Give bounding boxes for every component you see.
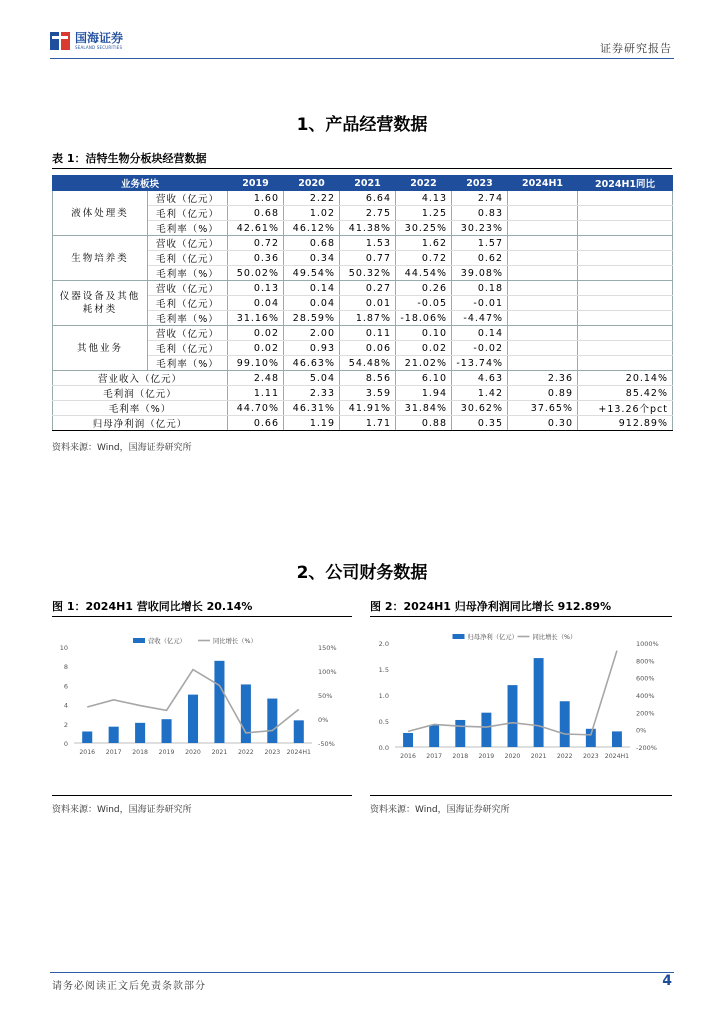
- table-cell: 54.48%: [340, 356, 396, 371]
- company-logo: [50, 32, 123, 50]
- figure-2-caption: 图 2：2024H1 归母净利润同比增长 912.89%: [370, 600, 612, 613]
- table-cell: 0.02: [228, 326, 284, 341]
- bar: [82, 731, 92, 743]
- col-header-2023: 2023: [452, 176, 508, 191]
- table-cell: 0.18: [452, 281, 508, 296]
- table-cell: 2.75: [340, 206, 396, 221]
- y-left-tick-label: 1.0: [378, 692, 389, 700]
- segment-name: 生物培养类: [53, 236, 148, 281]
- table-row-total: [53, 386, 673, 401]
- table-cell: 0.27: [340, 281, 396, 296]
- x-tick-label: 2024H1: [286, 749, 311, 756]
- table-cell: 0.72: [228, 236, 284, 251]
- net-profit-chart: [370, 625, 672, 775]
- bar: [267, 699, 277, 743]
- table-cell: 41.38%: [340, 221, 396, 236]
- table-cell: [508, 266, 578, 281]
- col-header-2019: 2019: [228, 176, 284, 191]
- table-cell: 41.91%: [340, 401, 396, 416]
- col-header-2022: 2022: [396, 176, 452, 191]
- figure-1-caption-rule: [52, 616, 352, 617]
- table-row-total: [53, 401, 673, 416]
- y-left-tick-label: 2: [63, 720, 68, 729]
- table-cell: 1.42: [452, 386, 508, 401]
- table-cell: 1.94: [396, 386, 452, 401]
- segment-name: 仪器设备及其他耗材类: [53, 281, 148, 326]
- bar: [560, 701, 570, 747]
- table-cell: +13.26个pct: [578, 401, 673, 416]
- table-cell: 85.42%: [578, 386, 673, 401]
- table-cell: [578, 236, 673, 251]
- col-header-2024h1-yoy: 2024H1同比: [578, 176, 673, 191]
- table-cell: 2.33: [284, 386, 340, 401]
- table-cell: 21.02%: [396, 356, 452, 371]
- table-cell: [578, 296, 673, 311]
- page-header: [0, 0, 724, 60]
- table-cell: 0.02: [396, 341, 452, 356]
- table-row: [53, 326, 673, 341]
- x-tick-label: 2017: [105, 749, 122, 756]
- metric-name: 毛利率（%）: [148, 221, 228, 236]
- segment-operations-table: [52, 175, 673, 431]
- table-cell: 46.63%: [284, 356, 340, 371]
- y-right-tick-label: 800%: [636, 657, 655, 666]
- table-cell: 0.13: [228, 281, 284, 296]
- bar: [429, 725, 439, 747]
- x-tick-label: 2018: [132, 749, 148, 756]
- table-cell: -0.01: [452, 296, 508, 311]
- col-header-2021: 2021: [340, 176, 396, 191]
- table-cell: 2.00: [284, 326, 340, 341]
- table-cell: -18.06%: [396, 311, 452, 326]
- table-cell: 0.04: [284, 296, 340, 311]
- y-left-tick-label: 10: [59, 644, 68, 652]
- table-cell: 0.88: [396, 416, 452, 431]
- table-cell: 6.64: [340, 191, 396, 206]
- metric-name: 毛利（亿元）: [148, 296, 228, 311]
- bar: [241, 684, 251, 743]
- table-cell: 0.04: [228, 296, 284, 311]
- table-cell: 99.10%: [228, 356, 284, 371]
- table-cell: [508, 296, 578, 311]
- metric-name: 营收（亿元）: [148, 326, 228, 341]
- total-label: 归母净利润（亿元）: [53, 416, 228, 431]
- table-cell: 0.89: [508, 386, 578, 401]
- table-cell: [508, 311, 578, 326]
- bar: [481, 713, 491, 747]
- logo-text-cn: 国海证券: [75, 31, 124, 45]
- table-cell: [508, 326, 578, 341]
- table-cell: 1.71: [340, 416, 396, 431]
- figure-1-source: 资料来源：Wind，国海证券研究所: [52, 805, 192, 815]
- table-cell: 8.56: [340, 371, 396, 386]
- table-cell: 0.35: [452, 416, 508, 431]
- table-cell: 46.31%: [284, 401, 340, 416]
- segment-name: 其他业务: [53, 326, 148, 371]
- table-cell: [508, 206, 578, 221]
- figure-1-bottom-rule: [52, 795, 352, 796]
- figure-2-source: 资料来源：Wind，国海证券研究所: [370, 805, 510, 815]
- x-tick-label: 2020: [504, 753, 521, 760]
- table-cell: 0.02: [228, 341, 284, 356]
- table-cell: 37.65%: [508, 401, 578, 416]
- table-cell: [578, 251, 673, 266]
- x-tick-label: 2016: [400, 753, 416, 760]
- table-cell: 0.14: [452, 326, 508, 341]
- table-cell: [578, 266, 673, 281]
- col-header-2024h1: 2024H1: [508, 176, 578, 191]
- table-row-total: [53, 416, 673, 431]
- x-tick-label: 2017: [426, 753, 443, 760]
- table-cell: [578, 326, 673, 341]
- segment-name: 液体处理类: [53, 191, 148, 236]
- y-right-tick-label: -200%: [636, 744, 657, 752]
- metric-name: 毛利率（%）: [148, 356, 228, 371]
- table-cell: -4.47%: [452, 311, 508, 326]
- bar: [214, 661, 224, 743]
- table-row: [53, 281, 673, 296]
- table-cell: 1.11: [228, 386, 284, 401]
- table-cell: 30.23%: [452, 221, 508, 236]
- y-right-tick-label: 1000%: [636, 640, 659, 648]
- table-cell: [508, 191, 578, 206]
- metric-name: 毛利率（%）: [148, 311, 228, 326]
- x-tick-label: 2022: [556, 753, 573, 760]
- table-cell: 1.25: [396, 206, 452, 221]
- table-cell: 2.74: [452, 191, 508, 206]
- x-tick-label: 2021: [211, 749, 228, 756]
- table-cell: [578, 356, 673, 371]
- y-left-tick-label: 1.5: [378, 666, 389, 674]
- metric-name: 毛利（亿元）: [148, 206, 228, 221]
- table-cell: 1.57: [452, 236, 508, 251]
- legend-bar-swatch: [453, 634, 465, 639]
- table-cell: 0.93: [284, 341, 340, 356]
- page-number: 4: [662, 973, 672, 989]
- table-cell: 0.10: [396, 326, 452, 341]
- table-cell: 39.08%: [452, 266, 508, 281]
- table-cell: [508, 281, 578, 296]
- table-row-total: [53, 371, 673, 386]
- col-header-2020: 2020: [284, 176, 340, 191]
- bar: [109, 727, 119, 743]
- x-tick-label: 2021: [530, 753, 547, 760]
- bar: [508, 685, 518, 747]
- table-1-source: 资料来源：Wind，国海证券研究所: [52, 443, 192, 453]
- header-divider: [50, 58, 674, 59]
- table-header-row: [53, 176, 673, 191]
- table-cell: 3.59: [340, 386, 396, 401]
- table-row: [53, 191, 673, 206]
- metric-name: 营收（亿元）: [148, 236, 228, 251]
- x-tick-label: 2023: [264, 749, 281, 756]
- bar: [586, 729, 596, 747]
- table-cell: 0.30: [508, 416, 578, 431]
- table-cell: [578, 281, 673, 296]
- x-tick-label: 2023: [582, 753, 599, 760]
- x-tick-label: 2019: [478, 753, 495, 760]
- bar: [612, 731, 622, 747]
- table-cell: 20.14%: [578, 371, 673, 386]
- y-right-tick-label: 150%: [318, 644, 337, 652]
- x-tick-label: 2022: [238, 749, 254, 756]
- metric-name: 营收（亿元）: [148, 281, 228, 296]
- table-cell: 50.02%: [228, 266, 284, 281]
- section-2-title: 2、公司财务数据: [296, 563, 428, 583]
- table-1-caption: 表 1：洁特生物分板块经营数据: [52, 152, 207, 165]
- table-cell: 0.36: [228, 251, 284, 266]
- metric-name: 毛利（亿元）: [148, 341, 228, 356]
- table-cell: -0.02: [452, 341, 508, 356]
- table-cell: 46.12%: [284, 221, 340, 236]
- table-cell: -13.74%: [452, 356, 508, 371]
- x-tick-label: 2016: [79, 749, 96, 756]
- footer-divider: [50, 972, 674, 973]
- legend-bar-label: 营收（亿元）: [148, 638, 186, 645]
- y-left-tick-label: 0.5: [378, 718, 389, 726]
- table-cell: 0.68: [284, 236, 340, 251]
- table-cell: 0.26: [396, 281, 452, 296]
- table-cell: 28.59%: [284, 311, 340, 326]
- table-cell: 1.87%: [340, 311, 396, 326]
- table-cell: 44.54%: [396, 266, 452, 281]
- table-1-caption-rule: [52, 168, 672, 169]
- y-right-tick-label: 0%: [318, 716, 329, 724]
- logo-mark-icon: [50, 32, 70, 50]
- table-cell: 1.19: [284, 416, 340, 431]
- revenue-chart: [52, 625, 352, 770]
- table-cell: 42.61%: [228, 221, 284, 236]
- table-cell: [508, 356, 578, 371]
- table-cell: 31.84%: [396, 401, 452, 416]
- y-right-tick-label: -50%: [318, 740, 335, 748]
- x-tick-label: 2020: [185, 749, 201, 756]
- legend-bar-label: 归母净利（亿元）: [467, 634, 518, 641]
- x-tick-label: 2019: [158, 749, 175, 756]
- figure-2-caption-rule: [370, 616, 672, 617]
- table-cell: 5.04: [284, 371, 340, 386]
- y-left-tick-label: 4: [63, 701, 68, 710]
- table-cell: [508, 221, 578, 236]
- bar: [455, 720, 465, 747]
- table-cell: 4.13: [396, 191, 452, 206]
- table-cell: 0.72: [396, 251, 452, 266]
- section-1-title: 1、产品经营数据: [296, 115, 428, 135]
- table-cell: 912.89%: [578, 416, 673, 431]
- footer-disclaimer: 请务必阅读正文后免责条款部分: [52, 981, 206, 992]
- y-right-tick-label: 400%: [636, 692, 655, 700]
- table-cell: 0.01: [340, 296, 396, 311]
- table-cell: 31.16%: [228, 311, 284, 326]
- bar: [162, 719, 172, 743]
- table-cell: 49.54%: [284, 266, 340, 281]
- metric-name: 营收（亿元）: [148, 191, 228, 206]
- y-right-tick-label: 0%: [636, 726, 647, 735]
- table-cell: [508, 341, 578, 356]
- total-label: 营业收入（亿元）: [53, 371, 228, 386]
- total-label: 毛利率（%）: [53, 401, 228, 416]
- table-cell: 0.34: [284, 251, 340, 266]
- y-right-tick-label: 200%: [636, 709, 655, 718]
- y-left-tick-label: 0: [63, 740, 68, 748]
- report-type: 证券研究报告: [600, 42, 672, 55]
- legend-line-label: 同比增长（%）: [532, 634, 577, 641]
- table-cell: 0.77: [340, 251, 396, 266]
- table-cell: 1.02: [284, 206, 340, 221]
- bar: [135, 723, 145, 743]
- table-cell: 0.68: [228, 206, 284, 221]
- y-left-tick-label: 0.0: [378, 744, 389, 752]
- table-cell: 50.32%: [340, 266, 396, 281]
- table-cell: [508, 251, 578, 266]
- y-left-tick-label: 2.0: [378, 640, 389, 648]
- table-cell: 1.60: [228, 191, 284, 206]
- figure-1-caption: 图 1：2024H1 营收同比增长 20.14%: [52, 600, 253, 613]
- col-header-segment: 业务板块: [53, 176, 228, 191]
- metric-name: 毛利率（%）: [148, 266, 228, 281]
- table-cell: 6.10: [396, 371, 452, 386]
- y-left-tick-label: 8: [63, 663, 68, 672]
- table-cell: [508, 236, 578, 251]
- table-cell: 30.62%: [452, 401, 508, 416]
- table-cell: [578, 191, 673, 206]
- table-cell: 4.63: [452, 371, 508, 386]
- table-cell: [578, 221, 673, 236]
- bar: [403, 733, 413, 747]
- table-cell: [578, 341, 673, 356]
- table-cell: 1.62: [396, 236, 452, 251]
- table-cell: 0.83: [452, 206, 508, 221]
- x-tick-label: 2024H1: [604, 753, 630, 760]
- table-cell: [578, 206, 673, 221]
- y-left-tick-label: 6: [63, 682, 68, 691]
- figure-2-bottom-rule: [370, 795, 672, 796]
- table-cell: 30.25%: [396, 221, 452, 236]
- logo-text-en: SEALAND SECURITIES: [75, 45, 123, 50]
- legend-bar-swatch: [133, 638, 145, 643]
- legend-line-label: 同比增长（%）: [213, 638, 257, 645]
- bar: [294, 720, 304, 743]
- metric-name: 毛利（亿元）: [148, 251, 228, 266]
- table-cell: 0.06: [340, 341, 396, 356]
- table-cell: 44.70%: [228, 401, 284, 416]
- total-label: 毛利润（亿元）: [53, 386, 228, 401]
- table-cell: 1.53: [340, 236, 396, 251]
- table-cell: -0.05: [396, 296, 452, 311]
- bar: [534, 658, 544, 747]
- table-cell: 2.22: [284, 191, 340, 206]
- table-cell: 0.11: [340, 326, 396, 341]
- table-cell: 2.48: [228, 371, 284, 386]
- y-right-tick-label: 100%: [318, 668, 337, 676]
- table-row: [53, 236, 673, 251]
- bar: [188, 695, 198, 743]
- y-right-tick-label: 50%: [318, 692, 333, 700]
- table-cell: 0.14: [284, 281, 340, 296]
- x-tick-label: 2018: [452, 753, 469, 760]
- table-cell: 0.66: [228, 416, 284, 431]
- table-cell: 0.62: [452, 251, 508, 266]
- y-right-tick-label: 600%: [636, 674, 655, 683]
- table-cell: 2.36: [508, 371, 578, 386]
- table-cell: [578, 311, 673, 326]
